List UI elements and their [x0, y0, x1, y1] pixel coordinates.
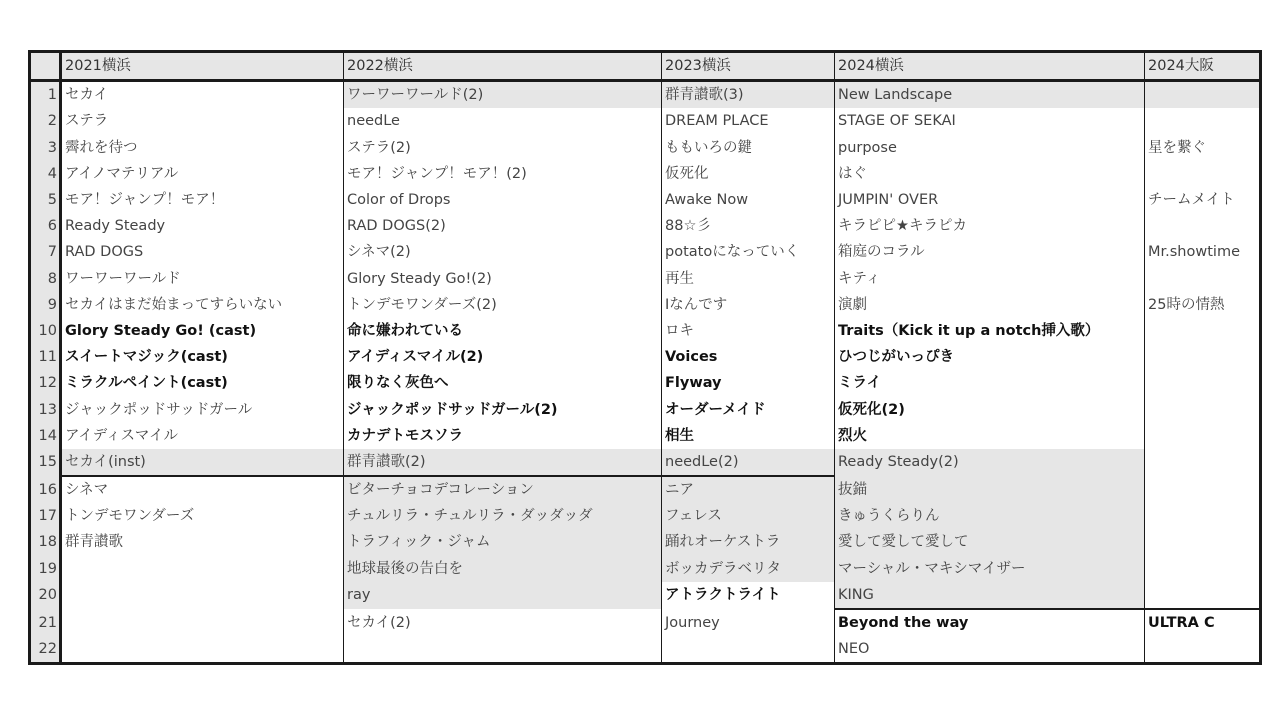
cell-2024-yokohama[interactable]: Ready Steady(2) [835, 449, 1145, 476]
row-number[interactable]: 4 [30, 161, 61, 187]
cell-2022-yokohama[interactable]: ビターチョコデコレーション [344, 476, 662, 503]
cell-2023-yokohama[interactable]: 88☆彡 [662, 213, 835, 239]
cell-2023-yokohama[interactable]: 再生 [662, 266, 835, 292]
cell-2022-yokohama[interactable]: Glory Steady Go!(2) [344, 266, 662, 292]
cell-2021-yokohama[interactable]: スイートマジック(cast) [61, 344, 344, 370]
cell-2022-yokohama[interactable] [344, 636, 662, 664]
cell-2023-yokohama[interactable]: Awake Now [662, 187, 835, 213]
cell-2022-yokohama[interactable]: 地球最後の告白を [344, 556, 662, 582]
row-number[interactable]: 9 [30, 292, 61, 318]
cell-2024-osaka[interactable] [1145, 344, 1261, 370]
cell-2024-osaka[interactable] [1145, 266, 1261, 292]
cell-2023-yokohama[interactable]: 相生 [662, 423, 835, 449]
cell-2021-yokohama[interactable]: RAD DOGS [61, 239, 344, 265]
table-row [30, 609, 1261, 636]
row-number[interactable]: 8 [30, 266, 61, 292]
cell-2024-osaka[interactable] [1145, 636, 1261, 664]
cell-2021-yokohama[interactable] [61, 582, 344, 609]
cell-2024-osaka[interactable] [1145, 370, 1261, 396]
table-row [30, 213, 1261, 239]
cell-2023-yokohama[interactable] [662, 636, 835, 664]
cell-2021-yokohama[interactable] [61, 609, 344, 636]
cell-2021-yokohama[interactable]: アイディスマイル [61, 423, 344, 449]
cell-2024-osaka[interactable] [1145, 423, 1261, 449]
cell-2024-osaka[interactable] [1145, 213, 1261, 239]
cell-2024-yokohama[interactable]: KING [835, 582, 1145, 609]
cell-2024-yokohama[interactable]: Traits（Kick it up a notch挿入歌） [835, 318, 1145, 344]
cell-2022-yokohama[interactable]: needLe [344, 108, 662, 134]
cell-2024-yokohama[interactable]: 箱庭のコラル [835, 239, 1145, 265]
cell-2023-yokohama[interactable]: Journey [662, 609, 835, 636]
table-row [30, 476, 1261, 503]
table-row [30, 529, 1261, 555]
row-number[interactable]: 2 [30, 108, 61, 134]
cell-2022-yokohama[interactable]: 限りなく灰色へ [344, 370, 662, 396]
cell-2021-yokohama[interactable]: トンデモワンダーズ [61, 503, 344, 529]
cell-2024-osaka[interactable] [1145, 108, 1261, 134]
column-header-2021-yokohama[interactable]: 2021横浜 [61, 52, 344, 81]
table-row [30, 161, 1261, 187]
row-number[interactable]: 19 [30, 556, 61, 582]
cell-2022-yokohama[interactable]: トンデモワンダーズ(2) [344, 292, 662, 318]
row-number[interactable]: 10 [30, 318, 61, 344]
cell-2023-yokohama[interactable]: ボッカデラベリタ [662, 556, 835, 582]
row-number[interactable]: 17 [30, 503, 61, 529]
table-row [30, 318, 1261, 344]
cell-2024-yokohama[interactable]: New Landscape [835, 81, 1145, 109]
cell-2022-yokohama[interactable]: モア！ジャンプ！モア！(2) [344, 161, 662, 187]
cell-2021-yokohama[interactable]: セカイはまだ始まってすらいない [61, 292, 344, 318]
row-number[interactable]: 22 [30, 636, 61, 664]
row-number[interactable]: 6 [30, 213, 61, 239]
table-row [30, 423, 1261, 449]
cell-2022-yokohama[interactable]: Color of Drops [344, 187, 662, 213]
cell-2024-yokohama[interactable]: 抜錨 [835, 476, 1145, 503]
cell-2024-osaka[interactable] [1145, 556, 1261, 582]
cell-2021-yokohama[interactable]: ジャックポッドサッドガール [61, 396, 344, 422]
row-number[interactable]: 1 [30, 81, 61, 109]
cell-2022-yokohama[interactable]: シネマ(2) [344, 239, 662, 265]
cell-2024-yokohama[interactable]: きゅうくらりん [835, 503, 1145, 529]
cell-2024-osaka[interactable]: チームメイト [1145, 187, 1261, 213]
cell-2024-yokohama[interactable]: JUMPIN' OVER [835, 187, 1145, 213]
table-row [30, 344, 1261, 370]
table-row [30, 636, 1261, 664]
cell-2021-yokohama[interactable] [61, 636, 344, 664]
cell-2021-yokohama[interactable]: セカイ(inst) [61, 449, 344, 476]
cell-2024-yokohama[interactable]: Beyond the way [835, 609, 1145, 636]
table-row [30, 81, 1261, 109]
cell-2024-yokohama[interactable]: 仮死化(2) [835, 396, 1145, 422]
cell-2023-yokohama[interactable]: アトラクトライト [662, 582, 835, 609]
cell-2023-yokohama[interactable]: needLe(2) [662, 449, 835, 476]
cell-2024-yokohama[interactable]: 烈火 [835, 423, 1145, 449]
cell-2022-yokohama[interactable]: ステラ(2) [344, 135, 662, 161]
cell-2024-yokohama[interactable]: ひつじがいっぴき [835, 344, 1145, 370]
cell-2023-yokohama[interactable]: Flyway [662, 370, 835, 396]
cell-2023-yokohama[interactable]: ももいろの鍵 [662, 135, 835, 161]
cell-2022-yokohama[interactable]: チュルリラ・チュルリラ・ダッダッダ [344, 503, 662, 529]
column-header-2023-yokohama[interactable]: 2023横浜 [662, 52, 835, 81]
cell-2024-osaka[interactable]: ULTRA C [1145, 609, 1261, 636]
cell-2024-yokohama[interactable]: マーシャル・マキシマイザー [835, 556, 1145, 582]
cell-2024-osaka[interactable] [1145, 529, 1261, 555]
row-number[interactable]: 14 [30, 423, 61, 449]
cell-2021-yokohama[interactable]: アイノマテリアル [61, 161, 344, 187]
cell-2024-yokohama[interactable]: キラピピ★キラピカ [835, 213, 1145, 239]
table-row [30, 266, 1261, 292]
cell-2023-yokohama[interactable]: 踊れオーケストラ [662, 529, 835, 555]
cell-2021-yokohama[interactable]: 霽れを待つ [61, 135, 344, 161]
table-row [30, 135, 1261, 161]
cell-2024-osaka[interactable] [1145, 476, 1261, 503]
cell-2021-yokohama[interactable]: モア！ジャンプ！モア！ [61, 187, 344, 213]
cell-2023-yokohama[interactable]: ロキ [662, 318, 835, 344]
column-header-2024-yokohama[interactable]: 2024横浜 [835, 52, 1145, 81]
row-number[interactable]: 5 [30, 187, 61, 213]
cell-2021-yokohama[interactable]: シネマ [61, 476, 344, 503]
cell-2023-yokohama[interactable]: 仮死化 [662, 161, 835, 187]
cell-2021-yokohama[interactable]: ミラクルペイント(cast) [61, 370, 344, 396]
cell-2024-yokohama[interactable]: はぐ [835, 161, 1145, 187]
cell-2024-osaka[interactable]: 星を繋ぐ [1145, 135, 1261, 161]
cell-2024-osaka[interactable] [1145, 161, 1261, 187]
cell-2023-yokohama[interactable]: Iなんです [662, 292, 835, 318]
row-number[interactable]: 7 [30, 239, 61, 265]
cell-2021-yokohama[interactable]: 群青讃歌 [61, 529, 344, 555]
row-number[interactable]: 13 [30, 396, 61, 422]
cell-2021-yokohama[interactable] [61, 556, 344, 582]
cell-2024-osaka[interactable] [1145, 449, 1261, 476]
table-row [30, 556, 1261, 582]
cell-2022-yokohama[interactable]: 群青讃歌(2) [344, 449, 662, 476]
row-number[interactable]: 3 [30, 135, 61, 161]
cell-2022-yokohama[interactable]: ワーワーワールド(2) [344, 81, 662, 109]
cell-2023-yokohama[interactable]: 群青讃歌(3) [662, 81, 835, 109]
cell-2023-yokohama[interactable]: DREAM PLACE [662, 108, 835, 134]
column-header-2022-yokohama[interactable]: 2022横浜 [344, 52, 662, 81]
cell-2024-osaka[interactable] [1145, 582, 1261, 609]
cell-2022-yokohama[interactable]: カナデトモスソラ [344, 423, 662, 449]
cell-2021-yokohama[interactable]: ステラ [61, 108, 344, 134]
row-number[interactable]: 15 [30, 449, 61, 476]
cell-2024-yokohama[interactable]: purpose [835, 135, 1145, 161]
cell-2022-yokohama[interactable]: ジャックポッドサッドガール(2) [344, 396, 662, 422]
cell-2021-yokohama[interactable]: Ready Steady [61, 213, 344, 239]
cell-2023-yokohama[interactable]: potatoになっていく [662, 239, 835, 265]
cell-2022-yokohama[interactable]: RAD DOGS(2) [344, 213, 662, 239]
cell-2024-yokohama[interactable]: キティ [835, 266, 1145, 292]
cell-2023-yokohama[interactable]: ニア [662, 476, 835, 503]
cell-2024-osaka[interactable] [1145, 503, 1261, 529]
header-row [30, 52, 1261, 81]
cell-2021-yokohama[interactable]: Glory Steady Go! (cast) [61, 318, 344, 344]
cell-2024-osaka[interactable] [1145, 396, 1261, 422]
cell-2024-yokohama[interactable]: 愛して愛して愛して [835, 529, 1145, 555]
cell-2022-yokohama[interactable]: アイディスマイル(2) [344, 344, 662, 370]
cell-2022-yokohama[interactable]: トラフィック・ジャム [344, 529, 662, 555]
row-number[interactable]: 18 [30, 529, 61, 555]
table-row [30, 582, 1261, 609]
cell-2022-yokohama[interactable]: 命に嫌われている [344, 318, 662, 344]
row-number[interactable]: 16 [30, 476, 61, 503]
corner-cell[interactable] [30, 52, 61, 81]
table-row [30, 503, 1261, 529]
cell-2022-yokohama[interactable]: ray [344, 582, 662, 609]
cell-2021-yokohama[interactable]: ワーワーワールド [61, 266, 344, 292]
cell-2024-yokohama[interactable]: NEO [835, 636, 1145, 664]
cell-2024-yokohama[interactable]: ミライ [835, 370, 1145, 396]
cell-2024-yokohama[interactable]: STAGE OF SEKAI [835, 108, 1145, 134]
cell-2023-yokohama[interactable]: Voices [662, 344, 835, 370]
cell-2024-osaka[interactable] [1145, 81, 1261, 109]
table-row [30, 239, 1261, 265]
cell-2022-yokohama[interactable]: セカイ(2) [344, 609, 662, 636]
table-row [30, 396, 1261, 422]
row-number[interactable]: 21 [30, 609, 61, 636]
cell-2024-yokohama[interactable]: 演劇 [835, 292, 1145, 318]
cell-2024-osaka[interactable]: 25時の情熱 [1145, 292, 1261, 318]
cell-2023-yokohama[interactable]: フェレス [662, 503, 835, 529]
cell-2021-yokohama[interactable]: セカイ [61, 81, 344, 109]
setlist-table [28, 50, 1262, 665]
cell-2023-yokohama[interactable]: オーダーメイド [662, 396, 835, 422]
table-row [30, 449, 1261, 476]
row-number[interactable]: 12 [30, 370, 61, 396]
table-row [30, 370, 1261, 396]
row-number[interactable]: 20 [30, 582, 61, 609]
row-number[interactable]: 11 [30, 344, 61, 370]
cell-2024-osaka[interactable]: Mr.showtime [1145, 239, 1261, 265]
table-row [30, 108, 1261, 134]
table-row [30, 187, 1261, 213]
cell-2024-osaka[interactable] [1145, 318, 1261, 344]
table-row [30, 292, 1261, 318]
column-header-2024-osaka[interactable]: 2024大阪 [1145, 52, 1261, 81]
